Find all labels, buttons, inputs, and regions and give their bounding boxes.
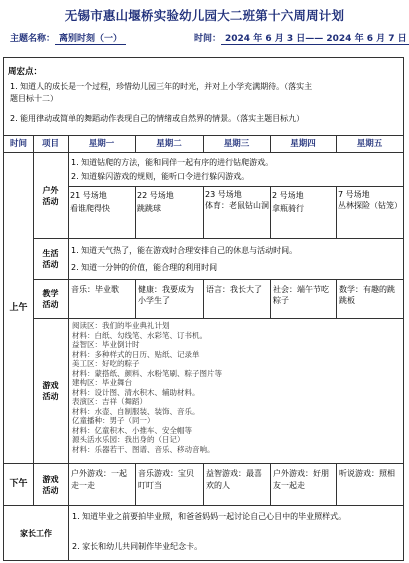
divider — [33, 318, 403, 319]
outdoor-tuesday: 22 号场地 跳跳球 — [137, 191, 174, 213]
plan-table — [3, 57, 404, 561]
divider — [33, 279, 403, 280]
divider — [270, 279, 271, 318]
divider — [68, 186, 403, 187]
divider — [203, 463, 204, 505]
morning-label: 上午 — [9, 302, 28, 313]
teaching-thursday: 社会：端午节吃粽子 — [273, 285, 329, 305]
header-monday: 星期一 — [88, 138, 115, 149]
home-work-label: 家长工作 — [20, 528, 52, 538]
divider — [203, 279, 204, 318]
outdoor-goal: 2. 知道躲闪游戏的规则，能听口令进行躲闪游戏。 — [71, 172, 250, 181]
header-tuesday: 星期二 — [156, 138, 182, 149]
outdoor-thursday: 2 号场地 拿瓶骑行 — [272, 191, 304, 213]
afternoon-play-label: 游戏 活动 — [42, 474, 59, 495]
afternoon-tuesday: 音乐游戏：宝贝叮叮当 — [138, 469, 194, 490]
header-thursday: 星期四 — [290, 138, 316, 149]
divider — [33, 238, 403, 239]
divider — [135, 186, 136, 238]
divider — [68, 505, 69, 561]
divider — [336, 279, 337, 318]
teaching-tuesday: 健康：我要成为小学生了 — [138, 285, 194, 305]
outdoor-goal: 1. 知道钻爬的方法，能和同伴一起有序的进行钻爬游戏。 — [71, 158, 274, 167]
outdoor-friday: 7 号场地 丛林探险（钻笼） — [338, 190, 402, 210]
teaching-wednesday: 语言：我长大了 — [206, 285, 262, 294]
life-label: 生活 活动 — [42, 249, 59, 269]
time-value: 2024 年 6 月 3 日—— 2024 年 6 月 7 日 — [221, 31, 409, 45]
divider — [203, 186, 204, 238]
divider — [135, 463, 136, 505]
time-row — [194, 31, 409, 45]
teaching-monday: 音乐：毕业歌 — [71, 285, 119, 294]
life-line: 1. 知道天气热了，能在游戏时合理安排自己的休息与活动时间。 — [71, 246, 298, 255]
life-line: 2. 知道一分钟的价值，能合理的利用时间 — [71, 263, 218, 272]
home-work-line: 1. 知道毕业之前要拍毕业照，和爸爸妈妈一起讨论自己心目中的毕业照样式。 — [72, 512, 347, 521]
afternoon-thursday: 户外游戏：好朋友一起走 — [273, 469, 329, 490]
header-item: 项目 — [41, 138, 59, 149]
page-title: 无锡市惠山堰桥实验幼儿园大二班第十六周周计划 — [64, 8, 345, 23]
divider — [135, 279, 136, 318]
afternoon-label: 下午 — [9, 479, 28, 489]
divider — [270, 463, 271, 505]
home-work-line: 2. 家长和幼儿共同制作毕业纪念卡。 — [72, 542, 203, 551]
time-label: 时间： — [194, 34, 222, 44]
theme-row — [10, 31, 126, 45]
header-time: 时间 — [9, 138, 27, 149]
goals-title: 周宏点： — [8, 67, 43, 77]
goal-line: 2. 能用律动或简单的舞蹈动作表现自己的情绪或自然界的情景。（落实主题目标九） — [10, 114, 305, 123]
play-label: 游戏 活动 — [42, 381, 59, 401]
header-friday: 星期五 — [356, 138, 383, 149]
divider — [336, 186, 337, 238]
goal-line: 1. 知道人的成长是一个过程，珍惜幼儿园三年的时光，并对上小学充满期待。（落实主 — [10, 82, 313, 91]
outdoor-monday: 21 号场地 看谁爬得快 — [70, 191, 110, 213]
teaching-friday: 数学：有趣的跳跳板 — [339, 285, 395, 305]
teaching-label: 教学 活动 — [42, 289, 59, 309]
afternoon-wednesday: 益智游戏：最喜欢的人 — [206, 469, 262, 490]
outdoor-label: 户外 活动 — [42, 185, 59, 206]
theme-label: 主题名称： — [10, 34, 56, 44]
outdoor-wednesday: 23 号场地 体育：老鼠钻山洞 — [205, 190, 269, 210]
theme-value: 离别时刻（一） — [55, 31, 126, 45]
play-areas: 阅读区：我们的毕业典礼计划 材料：白纸、勾线笔、水彩笔、订书机。 益智区：毕业倒计时 材料：多种样式的日历、贴纸、记录单 美工区：好吃的粽子 材料：蒙搭纸、颜料、水粉笔刷、粽子图片等 建构区：毕业舞台 材料：设计图、清水积木、辅助材料。 表演区：吉祥（舞蹈） 材料：水壶、自制服装、装饰、音乐。 亿童播种：男子（同一） 材料：亿童积木、小推车、安全帽等 源头活水乐园：我出身的（日记） 材料：乐器若干、图谱、音乐、移动音响。 — [72, 321, 222, 454]
goal-line: 题目标十二） — [10, 94, 58, 103]
divider — [336, 463, 337, 505]
afternoon-friday: 听说游戏：照相 — [339, 469, 395, 478]
afternoon-monday: 户外游戏：一起走一走 — [71, 469, 127, 490]
divider — [270, 186, 271, 238]
header-wednesday: 星期三 — [223, 138, 250, 149]
